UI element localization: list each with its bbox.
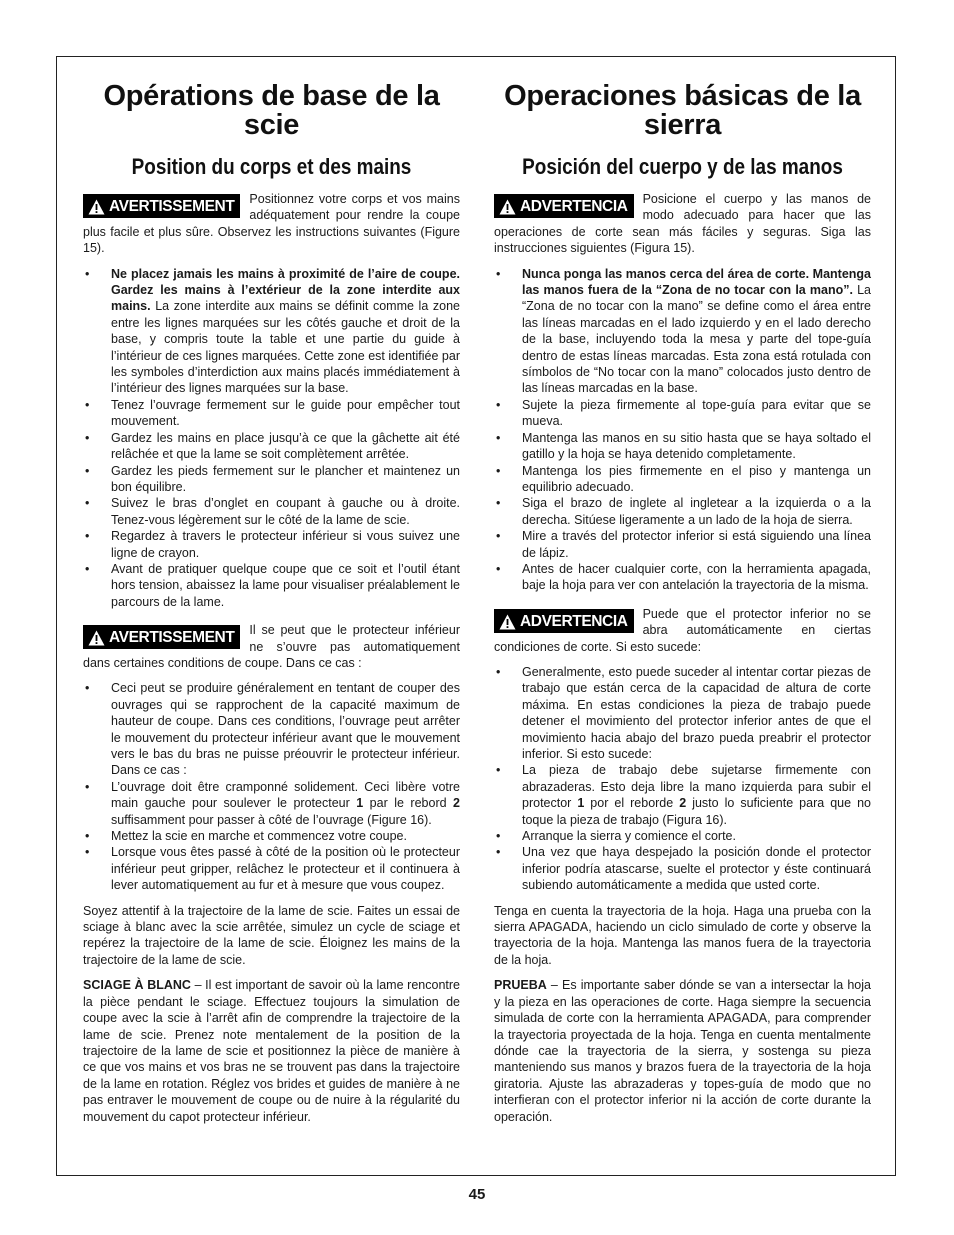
warning-block — [494, 191, 871, 257]
list-item: • Siga el brazo de inglete al ingletear a la izquierda o a la derecha. Sitúese ligeramente a un lado de la hoja de sierra. — [496, 496, 871, 527]
list-item: • Mantenga las manos en su sitio hasta que se haya soltado el gatillo y la hoja se haya detenido completamente. — [496, 430, 871, 462]
guard-bullet-list — [494, 664, 871, 894]
list-item: • Mettez la scie en marche et commencez votre coupe. — [85, 829, 407, 844]
warning-triangle-icon — [499, 199, 516, 215]
spanish-column — [494, 82, 871, 1125]
body-paragraph: SCIAGE À BLANC – Il est important de savoir où la lame rencontre la pièce pendant le sciage. Effectuez toujours la simulation de coupe avec la scie à l’arrêt afin de comprendre la trajectoire de la lame de scie. Prenez note mentalement de la position de la trajectoire de la lame de scie et positionnez la pièce de manière à ce que vos mains et vos bras ne se trouvent pas dans la trajectoire de la lame en rotation. Réglez vos brides et guides de manière à ne pas entraver le mouvement de coupe ou de nuire à la régularité du mouvement du capot protecteur inférieur. — [83, 978, 460, 1124]
warning-triangle-icon — [499, 614, 516, 630]
warning-text: Puede que el protector inferior no se abra automáticamente en ciertas condiciones de corte. Si esto sucede: — [494, 606, 871, 654]
list-item: • Antes de hacer cualquier corte, con la herramienta apagada, baje la hoja para ver con antelación la trayectoria de la misma. — [496, 561, 871, 593]
list-item: • L’ouvrage doit être cramponné solidement. Ceci libère votre main gauche pour soulever le protecteur 1 par le rebord 2 suffisamment pour passer à côté de l’ouvrage (Figure 16). — [85, 779, 460, 827]
warning-block — [83, 622, 460, 671]
warning-badge — [494, 609, 634, 633]
body-paragraph: PRUEBA – Es importante saber dónde se van a intersectar la hoja y la pieza en las operaciones de corte. Haga siempre la secuencia simulada de corte con la herramienta APAGADA, para comprender la trayectoria proyectada de la hoja. Tenga en cuenta mentalmente dónde cae la trayectoria de la sierra, y sostenga su pieza manteniendo sus manos y brazos fuera de la trayectoria de la hoja giratoria. Ajuste las abrazaderas y topes-guía de modo que no interfieran con el protector inferior ni la acción de corte durante la operación. — [494, 978, 871, 1124]
section-subtitle-spanish: Posición del cuerpo y de las manos — [522, 154, 843, 179]
warning-label: AVERTISSEMENT — [109, 198, 235, 215]
warning-badge — [494, 194, 634, 218]
list-item: • Generalmente, esto puede suceder al intentar cortar piezas de trabajo que están cerca de la capacidad de altura de corte máxima. En estas condiciones la pieza de trabajo puede detener el movimiento del protector inferior antes de que el movimiento hacia abajo del brazo pueda preabrir el protector inferior. Si esto sucede: — [496, 664, 871, 761]
list-item: • Gardez les pieds fermement sur le plancher et maintenez un bon équilibre. — [85, 463, 460, 494]
page-title-french: Opérations de base de la scie — [103, 80, 440, 141]
list-item: • Regardez à travers le protecteur inférieur si vous suivez une ligne de crayon. — [85, 529, 460, 560]
list-item: • Suivez le bras d’onglet en coupant à gauche ou à droite. Tenez-vous légèrement sur le côté de la lame de scie. — [85, 496, 460, 527]
list-item: • La pieza de trabajo debe sujetarse firmemente con abrazaderas. Esto deja libre la mano izquierda para subir el protector 1 por el reborde 2 justo lo suficiente para que no toque la pieza de trabajo (Figura 16). — [496, 763, 871, 827]
warning-label: AVERTISSEMENT — [109, 629, 235, 647]
body-paragraph: Soyez attentif à la trajectoire de la lame de scie. Faites un essai de sciage à blanc avec la scie arrêtée, simulez un cycle de sciage et repérez la trajectoire de la lame de scie. Éloignez les mains de la trajectoire de la lame de scie. — [83, 903, 460, 967]
warning-block — [83, 191, 460, 257]
list-item: • Tenez l’ouvrage fermement sur le guide pour empêcher tout mouvement. — [85, 397, 460, 429]
list-item: • Lorsque vous êtes passé à côté de la position où le protecteur inférieur peut gripper, relâchez le protecteur et il continuera à lever automatiquement au fur et à mesure que vous coupez. — [85, 845, 460, 893]
warning-text: Il se peut que le protecteur inférieur ne s’ouvre pas automatiquement dans certaines conditions de coupe. Dans ce cas : — [83, 623, 460, 670]
warning-block — [494, 606, 871, 655]
list-item: • Gardez les mains en place jusqu’à ce que la gâchette ait été relâchée et que la lame se soit complètement arrêtée. — [85, 430, 460, 462]
list-item: • Arranque la sierra y comience el corte. — [496, 829, 736, 844]
page-title-spanish: Operaciones básicas de la sierra — [504, 80, 861, 141]
warning-text: Posicione el cuerpo y las manos de modo adecuado para hacer que las operaciones de corte sean más fáciles y seguras. Siga las instrucciones siguientes (Figura 15). — [494, 192, 871, 256]
list-item: • Avant de pratiquer quelque coupe que ce soit et l’outil étant hors tension, abaissez la lame pour visualiser préalablement le parcours de la lame. — [85, 561, 460, 609]
warning-label: ADVERTENCIA — [520, 198, 628, 215]
list-item: • Mire a través del protector inferior si está siguiendo una línea de lápiz. — [496, 529, 871, 560]
safety-bullet-list — [83, 266, 460, 611]
guard-bullet-list — [83, 680, 460, 893]
safety-bullet-list — [494, 266, 871, 594]
body-paragraph: Tenga en cuenta la trayectoria de la hoja. Haga una prueba con la sierra APAGADA, haciendo un ciclo simulado de corte y observe la trayectoria de la hoja. Mantenga las manos fuera de la trayectoria de la hoja. — [494, 903, 871, 967]
warning-label: ADVERTENCIA — [520, 612, 628, 630]
list-item: • Ceci peut se produire généralement en tentant de couper des ouvrages qui se rapprochent de la capacité maximum de hauteur de coupe. Dans ces conditions, l’ouvrage peut arrêter le mouvement du protecteur inférieur avant que le mouvement vers le bas du bras ne puisse préouvrir le protecteur inférieur. Dans ce cas : — [85, 681, 460, 778]
page-number: 45 — [468, 1186, 486, 1203]
warning-triangle-icon — [88, 199, 105, 215]
warning-badge — [83, 625, 240, 649]
section-subtitle-french: Position du corps et des mains — [131, 154, 412, 179]
list-item: • Ne placez jamais les mains à proximité de l’aire de coupe. Gardez les mains à l’extérieur de la zone interdite aux mains. La zone interdite aux mains se définit comme la zone entre les lignes marquées sur les côtés gauche et droit de la base, y compris toute la table et une partie du guide à l’intérieur de ces lignes marquées. Cette zone est identifiée par les symboles d’interdiction aux mains placés immédiatement à l’intérieur des lignes marquées sur la base. — [85, 266, 460, 396]
warning-badge — [83, 194, 240, 218]
warning-text: Positionnez votre corps et vos mains adéquatement pour rendre la coupe plus facile et plus sûre. Observez les instructions suivantes (Figure 15). — [83, 192, 460, 256]
warning-triangle-icon — [88, 630, 105, 646]
list-item: • Sujete la pieza firmemente al tope-guía para evitar que se mueva. — [496, 397, 871, 429]
list-item: • Nunca ponga las manos cerca del área de corte. Mantenga las manos fuera de la “Zona de no tocar con la mano”. La “Zona de no tocar con la mano” se define como el área entre las líneas marcadas en el lado izquierdo y en el lado derecho de la base, incluyendo toda la mesa y parte del tope-guía dentro de estas líneas marcadas. Esta zona está rotulada con símbolos de “No tocar con la mano” colocados justo dentro de las líneas marcadas en la base. — [496, 266, 871, 396]
list-item: • Una vez que haya despejado la posición donde el protector inferior podría atascarse, suelte el protector y éste continuará subiendo automáticamente a medida que usted corte. — [496, 845, 871, 893]
french-column — [83, 82, 460, 1125]
list-item: • Mantenga los pies firmemente en el piso y mantenga un equilibrio adecuado. — [496, 463, 871, 494]
